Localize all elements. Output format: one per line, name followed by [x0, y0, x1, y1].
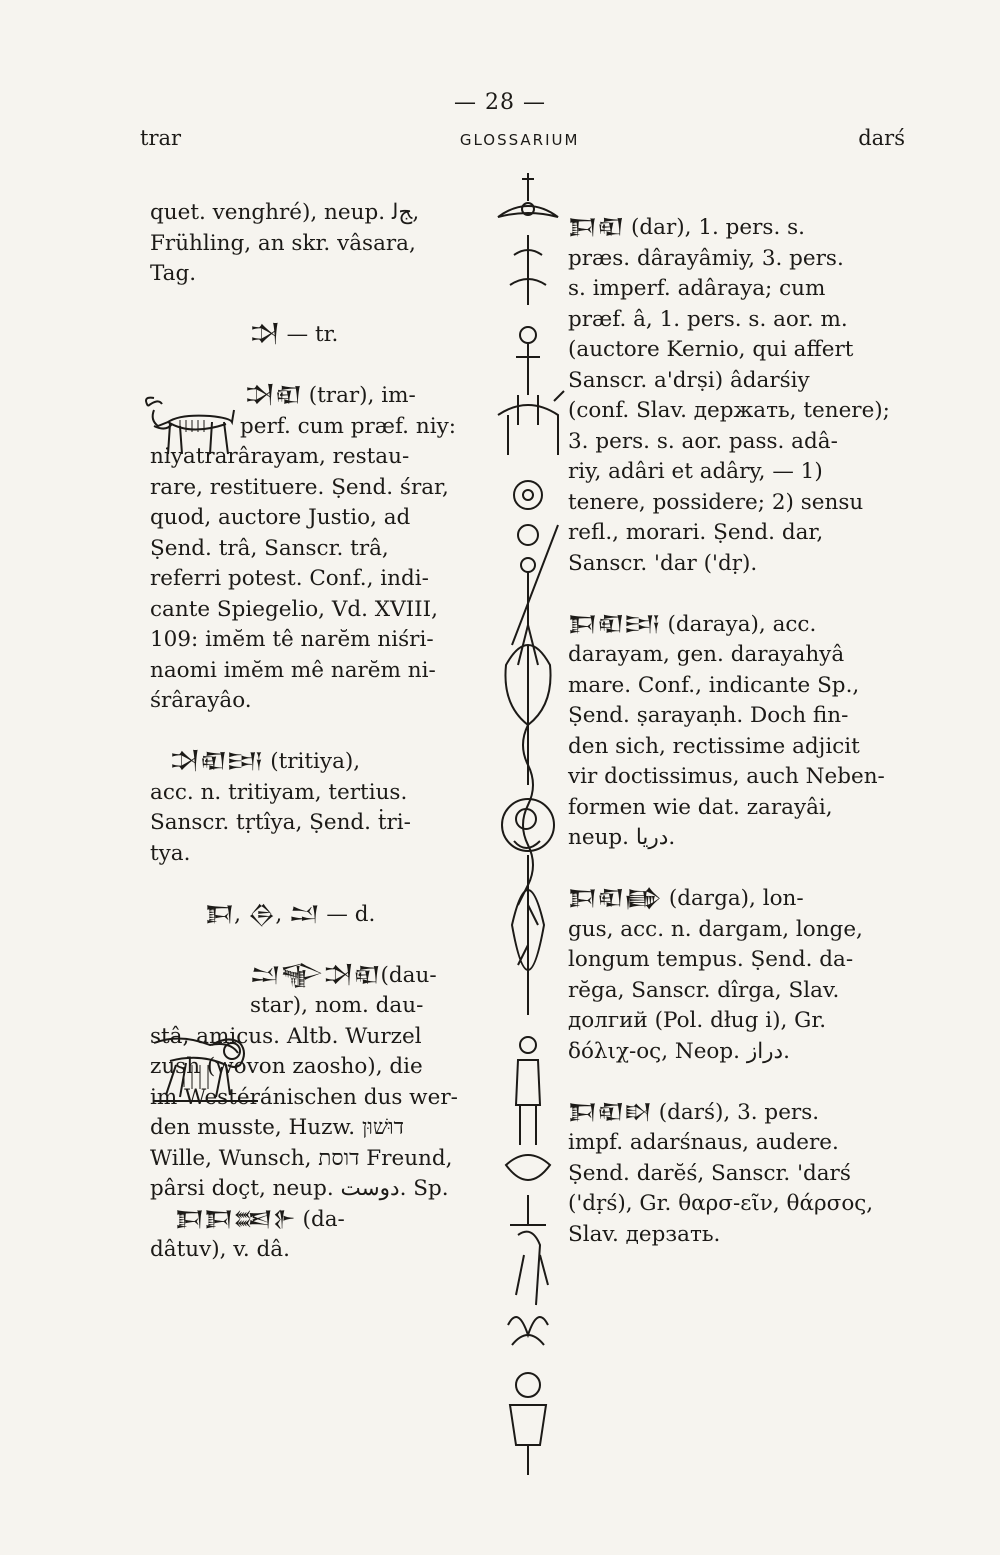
right-line: neup. دريا. — [568, 825, 676, 850]
right-line: darayam, gen. darayahyâ — [568, 642, 845, 667]
right-line: 𒁕𒊏 (dar), 1. pers. s. — [568, 215, 805, 240]
left-line: quet. venghré), neup. ﺞﻟ, — [150, 200, 420, 225]
right-line: impf. adarśnaus, audere. — [568, 1130, 839, 1155]
left-line: Ṣend. trâ, Sanscr. trâ, — [150, 535, 389, 561]
right-line — [568, 1067, 906, 1098]
right-line: Ṣend. darĕś, Sanscr. 'darś — [568, 1160, 851, 1186]
right-line: refl., morari. Ṣend. dar, — [568, 520, 824, 545]
right-line: tenere, possidere; 2) sensu — [568, 489, 864, 515]
right-line: 𒁕𒊏𒅀 (daraya), acc. — [568, 611, 817, 637]
left-line — [150, 351, 488, 382]
left-line: im Westéránischen dus wer- — [150, 1084, 458, 1110]
right-line: s. imperf. adâraya; cum — [568, 276, 826, 301]
running-head-left: trar — [140, 126, 182, 150]
right-line: Sanscr. a'drṣi) âdarśiy — [568, 367, 810, 393]
left-line: Sanscr. tṛtîya, Ṣend. ṫri- — [150, 810, 411, 835]
left-line: niyatrarârayam, restau- — [150, 444, 410, 469]
right-line: Ṣend. ṣarayaṇh. Doch fin- — [568, 703, 849, 728]
left-line: 𒋫 — tr. — [250, 322, 339, 347]
left-line: rare, restituere. Ṣend. śrar, — [150, 474, 449, 500]
right-line: den sich, rectissime adjicit — [568, 733, 860, 759]
left-line: star), nom. dau- — [250, 993, 424, 1018]
left-line: stâ, amicus. Altb. Wurzel — [150, 1023, 422, 1049]
right-line: 𒁕𒊏𒊭 (darś), 3. pers. — [568, 1099, 820, 1125]
right-line: vir doctissimus, auch Neben- — [568, 764, 885, 789]
left-line: den musste, Huzw. דוּשׁוּן — [150, 1115, 404, 1140]
left-line: acc. n. tritiyam, tertius. — [150, 779, 408, 805]
right-line: δόλιχ-ος, Neop. دراز. — [568, 1038, 790, 1064]
left-line: cante Spiegelio, Vd. XVIII, — [150, 596, 438, 622]
left-line: zush (wovon zaosho), die — [150, 1054, 423, 1079]
left-line: śrârayâo. — [150, 688, 252, 713]
lion-illustration — [150, 1035, 260, 1115]
left-line: 𒁺𒊍𒋫𒊏(dau- — [250, 962, 437, 988]
left-line — [150, 930, 488, 961]
right-line: долгий (Pol. dług i), Gr. — [568, 1008, 827, 1033]
right-line: (conf. Slav. держать, tenere); — [568, 398, 890, 423]
right-line: ('dṛś), Gr. θαρσ-εῖν, θάρσος, — [568, 1191, 874, 1216]
page-number: — 28 — — [454, 90, 546, 115]
right-line: gus, acc. n. dargam, longe, — [568, 916, 863, 942]
right-line: mare. Conf., indicante Sp., — [568, 672, 860, 698]
right-line: formen wie dat. zarayâi, — [568, 794, 833, 820]
left-line — [150, 290, 488, 321]
left-line: tya. — [150, 840, 191, 866]
right-line — [568, 579, 906, 610]
running-head — [140, 126, 905, 150]
right-line: Sanscr. 'dar ('dṛ). — [568, 550, 758, 576]
ornamental-column — [488, 165, 568, 1475]
left-line: dâtuv), v. dâ. — [150, 1237, 290, 1262]
right-line: (auctore Kernio, qui affert — [568, 337, 854, 362]
left-line: 𒋫𒊏 (trar), im- — [245, 383, 416, 408]
left-line: Tag. — [150, 261, 197, 286]
right-column — [568, 213, 906, 1250]
left-line — [150, 717, 488, 748]
left-line: 109: imĕm tê narĕm niśri- — [150, 627, 434, 652]
left-line: naomi imĕm mê narĕm ni- — [150, 657, 436, 683]
right-line — [568, 854, 906, 885]
right-line: Slav. дерзать. — [568, 1221, 721, 1247]
bull-illustration — [140, 392, 240, 464]
left-line: quod, auctore Justio, ad — [150, 505, 411, 530]
left-line: Wille, Wunsch, דוסת Freund, — [150, 1145, 453, 1171]
left-line: Frühling, an skr. vâsara, — [150, 230, 416, 256]
left-line — [150, 869, 488, 900]
right-line: rĕga, Sanscr. dîrga, Slav. — [568, 977, 840, 1003]
running-head-center: GLOSSARIUM — [459, 131, 580, 149]
left-line: 𒁕, 𒁲, 𒁺 — d. — [205, 901, 376, 927]
right-line: 𒁕𒊏𒂵 (darga), lon- — [568, 886, 804, 911]
right-line: riy, adâri et adâry, — 1) — [568, 459, 823, 484]
right-line: præs. dârayâmiy, 3. pers. — [568, 245, 844, 271]
right-line: longum tempus. Ṣend. da- — [568, 947, 854, 972]
right-line: præf. â, 1. pers. s. aor. m. — [568, 306, 848, 332]
left-line: referri potest. Conf., indi- — [150, 566, 429, 591]
left-line: 𒁕𒁕𒌅𒉿 (da- — [175, 1206, 345, 1232]
right-line: 3. pers. s. aor. pass. adâ- — [568, 428, 838, 454]
left-line: pârsi doçt, neup. دوست. Sp. — [150, 1176, 449, 1201]
left-line: perf. cum præf. niy: — [240, 413, 456, 439]
left-line: 𒋫𒊏𒅀 (tritiya), — [170, 749, 361, 774]
running-head-right: darś — [858, 126, 905, 150]
